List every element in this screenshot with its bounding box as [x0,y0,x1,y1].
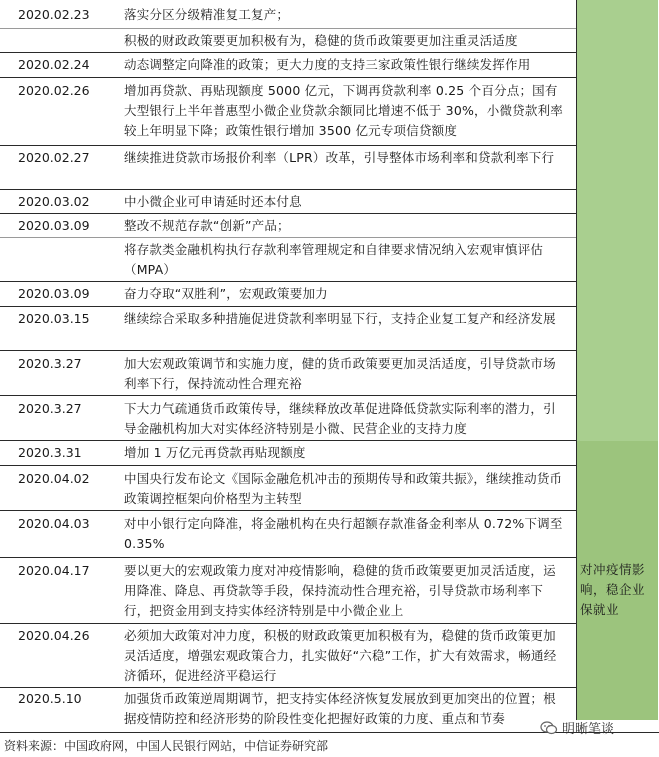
row-date: 2020.02.23 [18,7,90,22]
row-date: 2020.3.27 [18,356,82,371]
row-text: 要以更大的宏观政策力度对冲疫情影响，稳健的货币政策要更加灵活适度，运用降准、降息、再贷款等手段，保持流动性合理充裕，引导贷款市场利率下行，把资金用到支持实体经济特别是中小微企业上 [124,563,556,618]
table-row [0,558,576,624]
table-row [0,307,576,351]
table-row [0,688,576,732]
table-row [0,396,576,441]
category-label: 对冲疫情影响，稳企业保就业 [580,562,646,617]
row-date: 2020.03.02 [18,194,90,209]
row-text: 增加再贷款、再贴现额度 5000 亿元，下调再贷款利率 0.25 个百分点；国有大型银行上半年普惠型小微企业贷款余额同比增速不低于 30%，小微贷款利率较上年明显下降；政策性银行增加 3500 亿元专项信贷额度 [124,83,563,138]
row-text: 对中小银行定向降准，将金融机构在央行超额存款准备金利率从 0.72%下调至 0.35% [124,516,563,551]
row-date: 2020.3.31 [18,445,82,460]
wechat-icon [540,719,558,737]
table-row [0,351,576,396]
row-date: 2020.02.27 [18,150,90,165]
source-note: 资料来源：中国政府网，中国人民银行网站，中信证券研究部 [4,739,329,753]
table-row [0,146,576,190]
row-text: 必须加大政策对冲力度，积极的财政政策更加积极有为，稳健的货币政策更加灵活适度，增强宏观政策合力，扎实做好“六稳”工作，扩大有效需求，畅通经济循环，促进经济平稳运行 [124,628,557,683]
row-text: 中国央行发布论文《国际金融危机冲击的预期传导和政策共振》，继续推动货币政策调控框架向价格型为主转型 [124,471,563,506]
table-row [0,466,576,511]
row-text: 将存款类金融机构执行存款利率管理规定和自律要求情况纳入宏观审慎评估（MPA） [124,242,544,277]
row-text: 落实分区分级精准复工复产； [124,7,290,22]
row-text: 中小微企业可申请延时还本付息 [124,194,302,209]
watermark [540,718,614,737]
row-date: 2020.04.03 [18,516,90,531]
row-date: 2020.04.02 [18,471,90,486]
row-date: 2020.5.10 [18,691,82,706]
column-divider [576,0,577,720]
row-date: 2020.04.26 [18,628,90,643]
row-text: 继续综合采取多种措施促进贷款利率明显下行，支持企业复工复产和经济发展 [124,311,556,326]
table-row [0,624,576,688]
table-row [0,190,576,214]
table-row [0,282,576,307]
row-text: 增加 1 万亿元再贷款再贴现额度 [124,445,306,460]
table-row [0,238,576,282]
row-text: 积极的财政政策要更加积极有为，稳健的货币政策要更加注重灵活适度 [124,33,518,48]
row-date: 2020.03.15 [18,311,90,326]
table-row [0,29,576,53]
table-row [0,0,576,29]
row-text: 下大力气疏通货币政策传导，继续释放改革促进降低贷款实际利率的潜力，引导金融机构加大对实体经济特别是小微、民营企业的支持力度 [124,401,556,436]
row-date: 2020.02.26 [18,83,90,98]
row-text: 奋力夺取“双胜利”，宏观政策要加力 [124,286,328,301]
table-row [0,53,576,78]
row-text: 加大宏观政策调节和实施力度，健的货币政策要更加灵活适度，引导贷款市场利率下行，保持流动性合理充裕 [124,356,556,391]
category-cell-upper [576,0,658,441]
watermark-text: 明晰笔谈 [562,722,615,737]
table-row [0,511,576,558]
row-text: 整改不规范存款“创新”产品； [124,218,290,233]
row-date: 2020.3.27 [18,401,82,416]
row-text: 动态调整定向降准的政策；更大力度的支持三家政策性银行继续发挥作用 [124,57,531,72]
table-row [0,78,576,146]
row-date: 2020.03.09 [18,286,90,301]
row-text: 加强货币政策逆周期调节，把支持实体经济恢复发展放到更加突出的位置；根据疫情防控和经济形势的阶段性变化把握好政策的力度、重点和节奏 [124,691,556,726]
table-row [0,441,576,466]
table-row [0,214,576,238]
row-date: 2020.04.17 [18,563,90,578]
row-date: 2020.03.09 [18,218,90,233]
row-text: 继续推进贷款市场报价利率（LPR）改革，引导整体市场利率和贷款利率下行 [124,150,555,165]
row-date: 2020.02.24 [18,57,90,72]
